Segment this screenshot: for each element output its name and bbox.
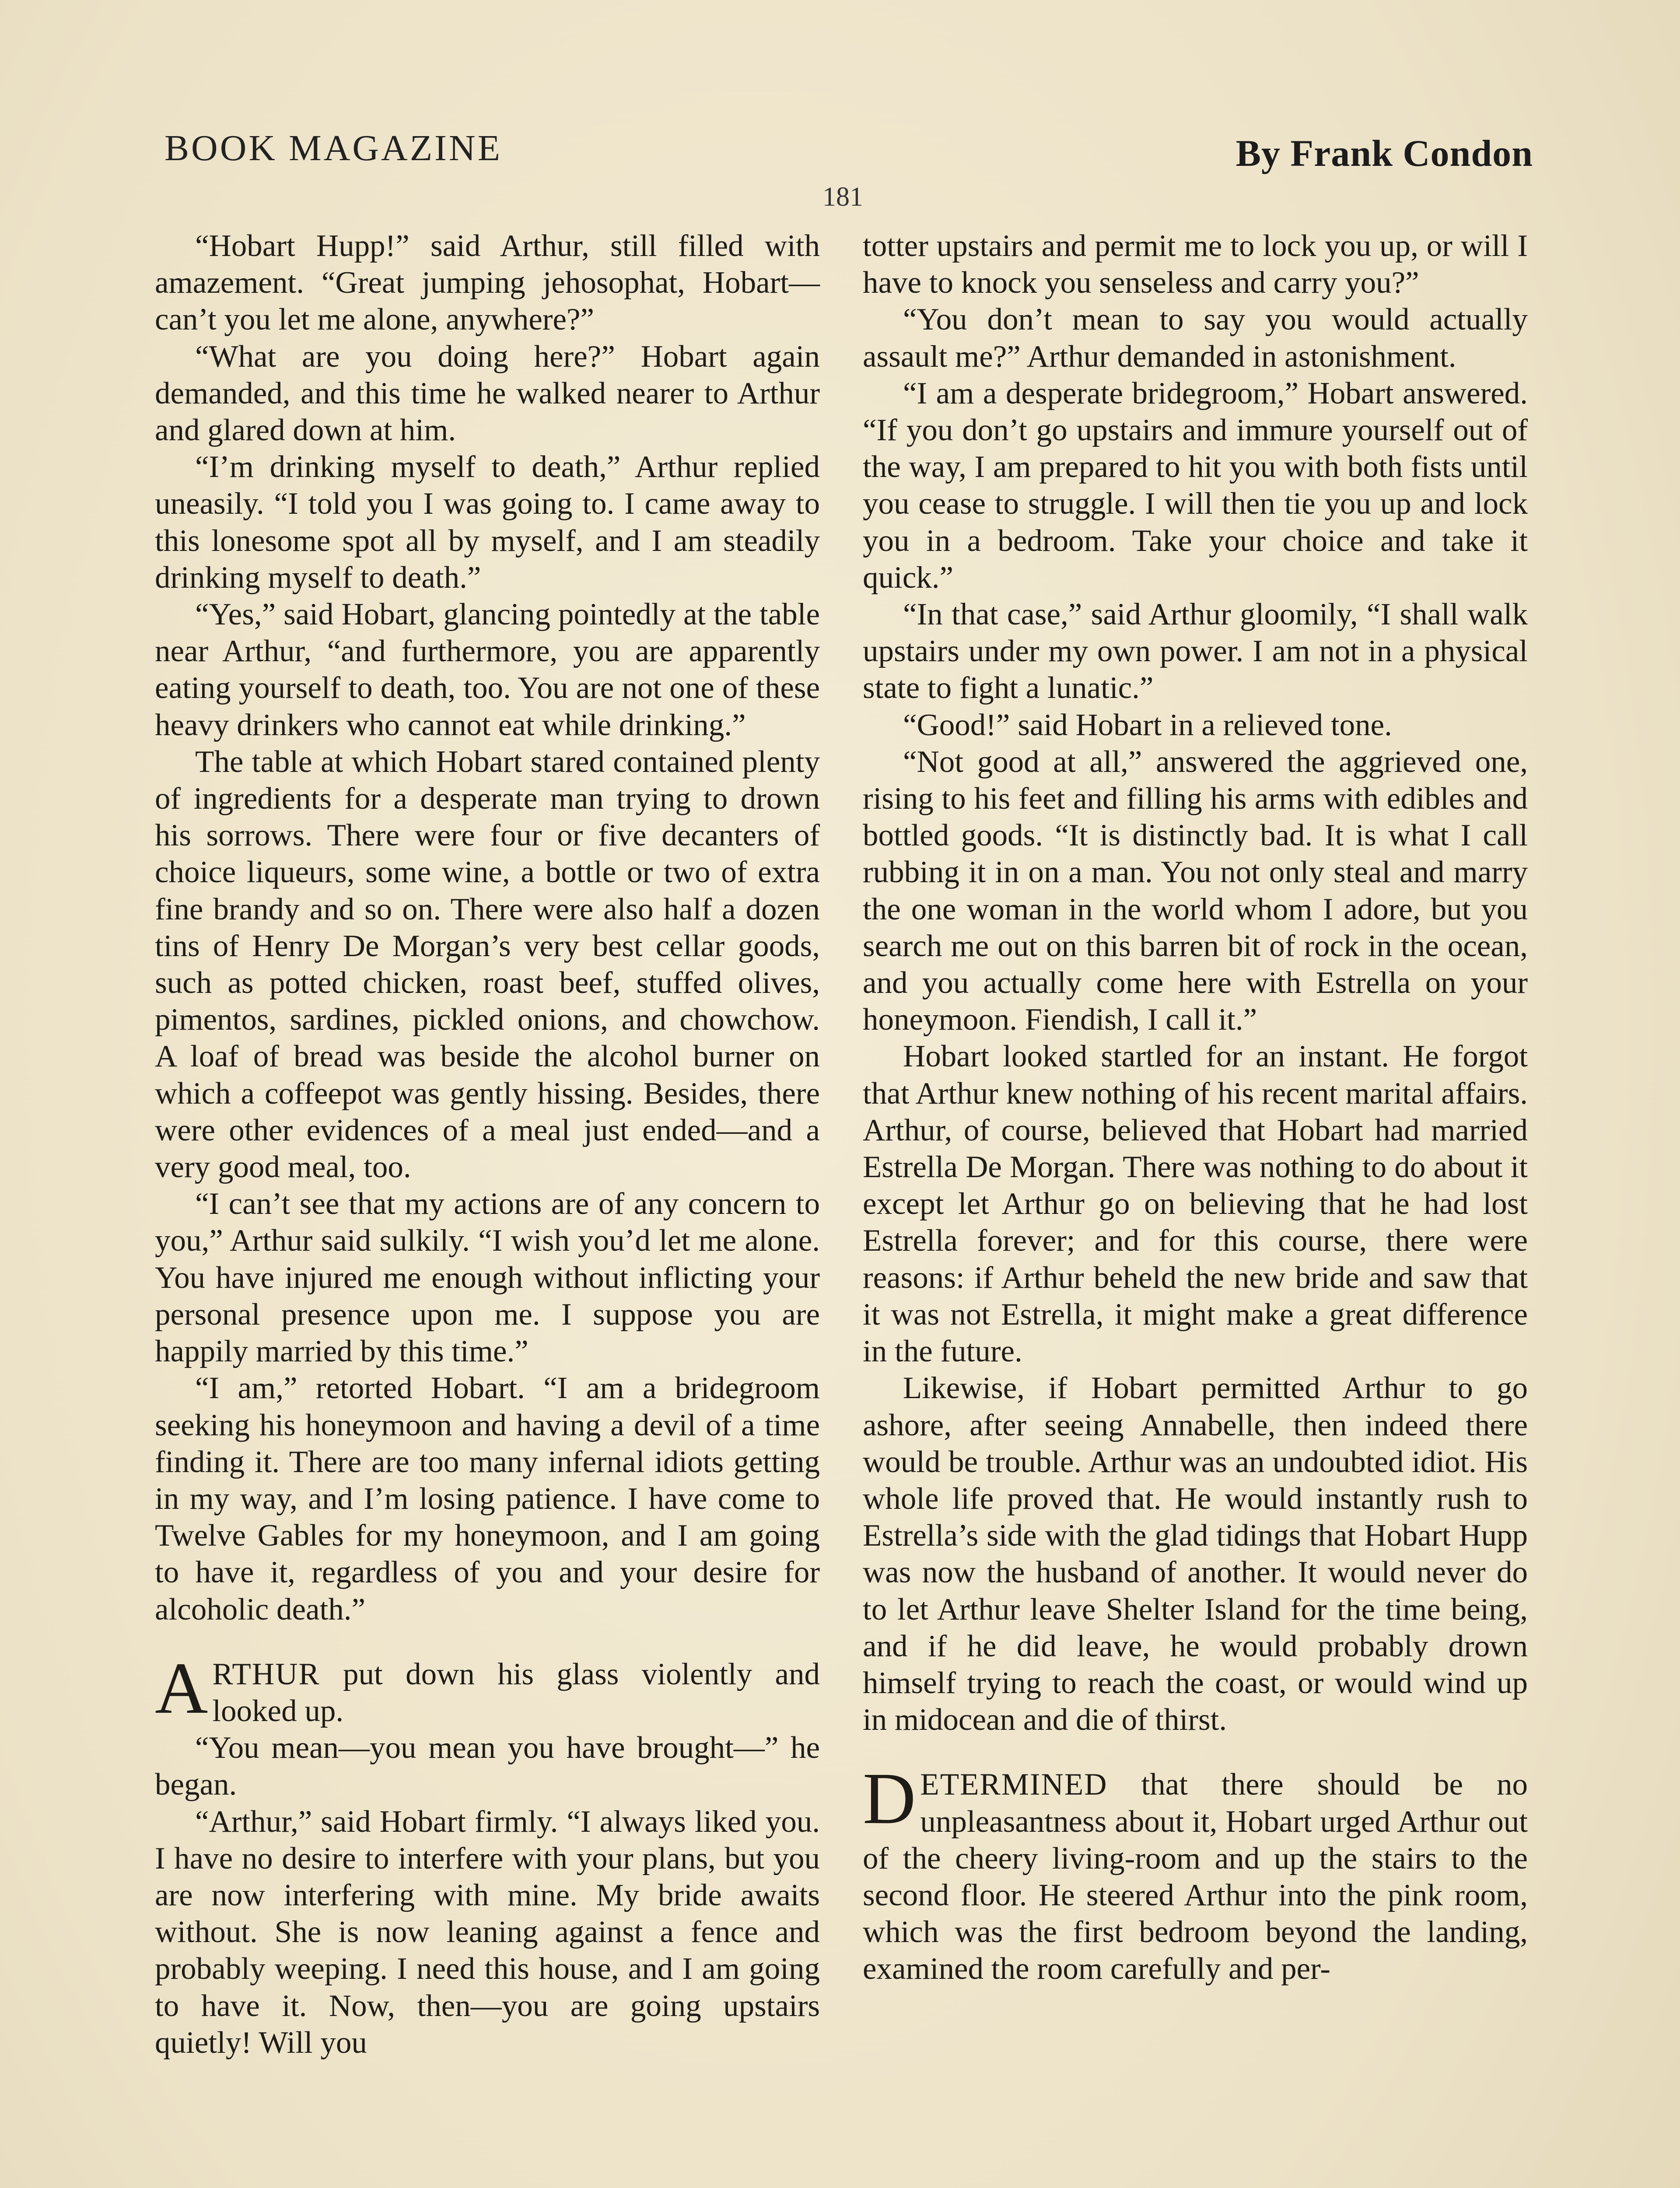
paragraph: Likewise, if Hobart permitted Arthur to go ashore, after seeing Annabelle, then indeed there would be trouble. Arthur was an undoubted idiot. His whole life proved that. He would instantly rush to Estrella’s side with the glad tidings that Hobart Hupp was now the husband of another. It would never do to let Arthur leave Shelter Island for the time being, and if he did leave, he would probably drown himself trying to reach the coast, or would wind up in midocean and die of thirst. — [863, 1371, 1528, 1737]
paragraph: “Arthur,” said Hobart firmly. “I always liked you. I have no desire to interfere with your plans, but you are now interfering with mine. My bride awaits without. She is now leaning against a fence and probably weeping. I need this house, and I am going to have it. Now, then—you are going upstairs quietly! Will you — [155, 1804, 820, 2060]
paragraph: “I’m drinking myself to death,” Arthur replied uneasily. “I told you I was going to. I came away to this lonesome spot all by myself, and I am steadily drinking myself to death.” — [155, 450, 820, 595]
paragraph: The table at which Hobart stared contained plenty of ingredients for a desperate man trying to drown his sorrows. There were four or five decanters of choice liqueurs, some wine, a bottle or two of extra fine brandy and so on. There were also half a dozen tins of Henry De Morgan’s very best cellar goods, such as potted chicken, roast beef, stuffed olives, pimentos, sardines, pickled onions, and chowchow. A loaf of bread was beside the alcohol burner on which a coffeepot was gently hissing. Besides, there were other evidences of a meal just ended—and a very good meal, too. — [155, 744, 820, 1185]
paragraph: “Not good at all,” answered the aggrieved one, rising to his feet and filling his arms with edibles and bottled goods. “It is distinctly bad. It is what I call rubbing it in on a man. You not only steal and marry the one woman in the world whom I adore, but you search me out on this barren bit of rock in the ocean, and you actually come here with Estrella on your honeymoon. Fiendish, I call it.” — [863, 744, 1528, 1037]
paragraph: “Yes,” said Hobart, glancing pointedly at the table near Arthur, “and furthermore, you are apparently eating yourself to death, too. You are not one of these heavy drinkers who cannot eat while drinking.” — [155, 597, 820, 742]
drop-cap-letter: A — [155, 1647, 208, 1729]
paragraph: “You don’t mean to say you would actually assault me?” Arthur demanded in astonishment. — [863, 302, 1528, 374]
paragraph: “I am a desperate bridegroom,” Hobart answered. “If you don’t go upstairs and immure yourself out of the way, I am prepared to hit you with both fists until you cease to struggle. I will then tie you up and lock you in a bedroom. Take your choice and take it quick.” — [863, 376, 1528, 595]
paragraph: “Good!” said Hobart in a relieved tone. — [903, 708, 1392, 742]
paragraph: “In that case,” said Arthur gloomily, “I shall walk upstairs under my own power. I am not in a physical state to fight a lunatic.” — [863, 597, 1528, 705]
paragraph: “I can’t see that my actions are of any concern to you,” Arthur said sulkily. “I wish you’d let me alone. You have injured me enough without inflicting your personal presence upon me. I suppose you are happily married by this time.” — [155, 1187, 820, 1369]
page-number: 181 — [822, 182, 863, 212]
paragraph-continued: totter upstairs and permit me to lock you up, or will I have to knock you senseless and carry you?” — [863, 229, 1528, 300]
paragraph: Hobart looked startled for an instant. He forgot that Arthur knew nothing of his recent marital affairs. Arthur, of course, believed that Hobart had married Estrella De Morgan. There was nothing to do about it except let Arthur go on believing that he had lost Estrella forever; and for this course, there were reasons: if Arthur beheld the new bride and saw that it was not Estrella, it might make a great difference in the future. — [863, 1039, 1528, 1369]
section-opening — [155, 1647, 820, 1729]
left-column — [155, 228, 820, 2061]
right-column — [863, 228, 1528, 1988]
section-lead-word: ETERMINED — [920, 1767, 1108, 1802]
paragraph: “I am,” retorted Hobart. “I am a bridegroom seeking his honeymoon and having a devil of a time finding it. There are too many infernal idiots getting in my way, and I’m losing patience. I have come to Twelve Gables for my honeymoon, and I am going to have it, regardless of you and your desire for alcoholic death.” — [155, 1371, 820, 1627]
author-byline: By Frank Condon — [1236, 132, 1533, 174]
section-text: put down his glass violently and looked up. — [212, 1657, 820, 1728]
section-lead-word: RTHUR — [212, 1657, 320, 1691]
drop-cap-letter: D — [863, 1758, 916, 1840]
paragraph: “You mean—you mean you have brought—” he began. — [155, 1731, 820, 1802]
section-opening — [863, 1758, 1528, 1987]
magazine-title: BOOK MAGAZINE — [164, 128, 502, 168]
section-text: that there should be no unpleasantness about it, Hobart urged Arthur out of the cheery living-room and up the stairs to the second floor. He steered Arthur into the pink room, which was the first bedroom beyond the landing, examined the room carefully and per- — [863, 1767, 1528, 1986]
paragraph: “What are you doing here?” Hobart again demanded, and this time he walked nearer to Arthur and glared down at him. — [155, 339, 820, 448]
paragraph: “Hobart Hupp!” said Arthur, still filled with amazement. “Great jumping jehosophat, Hobart—can’t you let me alone, anywhere?” — [155, 229, 820, 337]
